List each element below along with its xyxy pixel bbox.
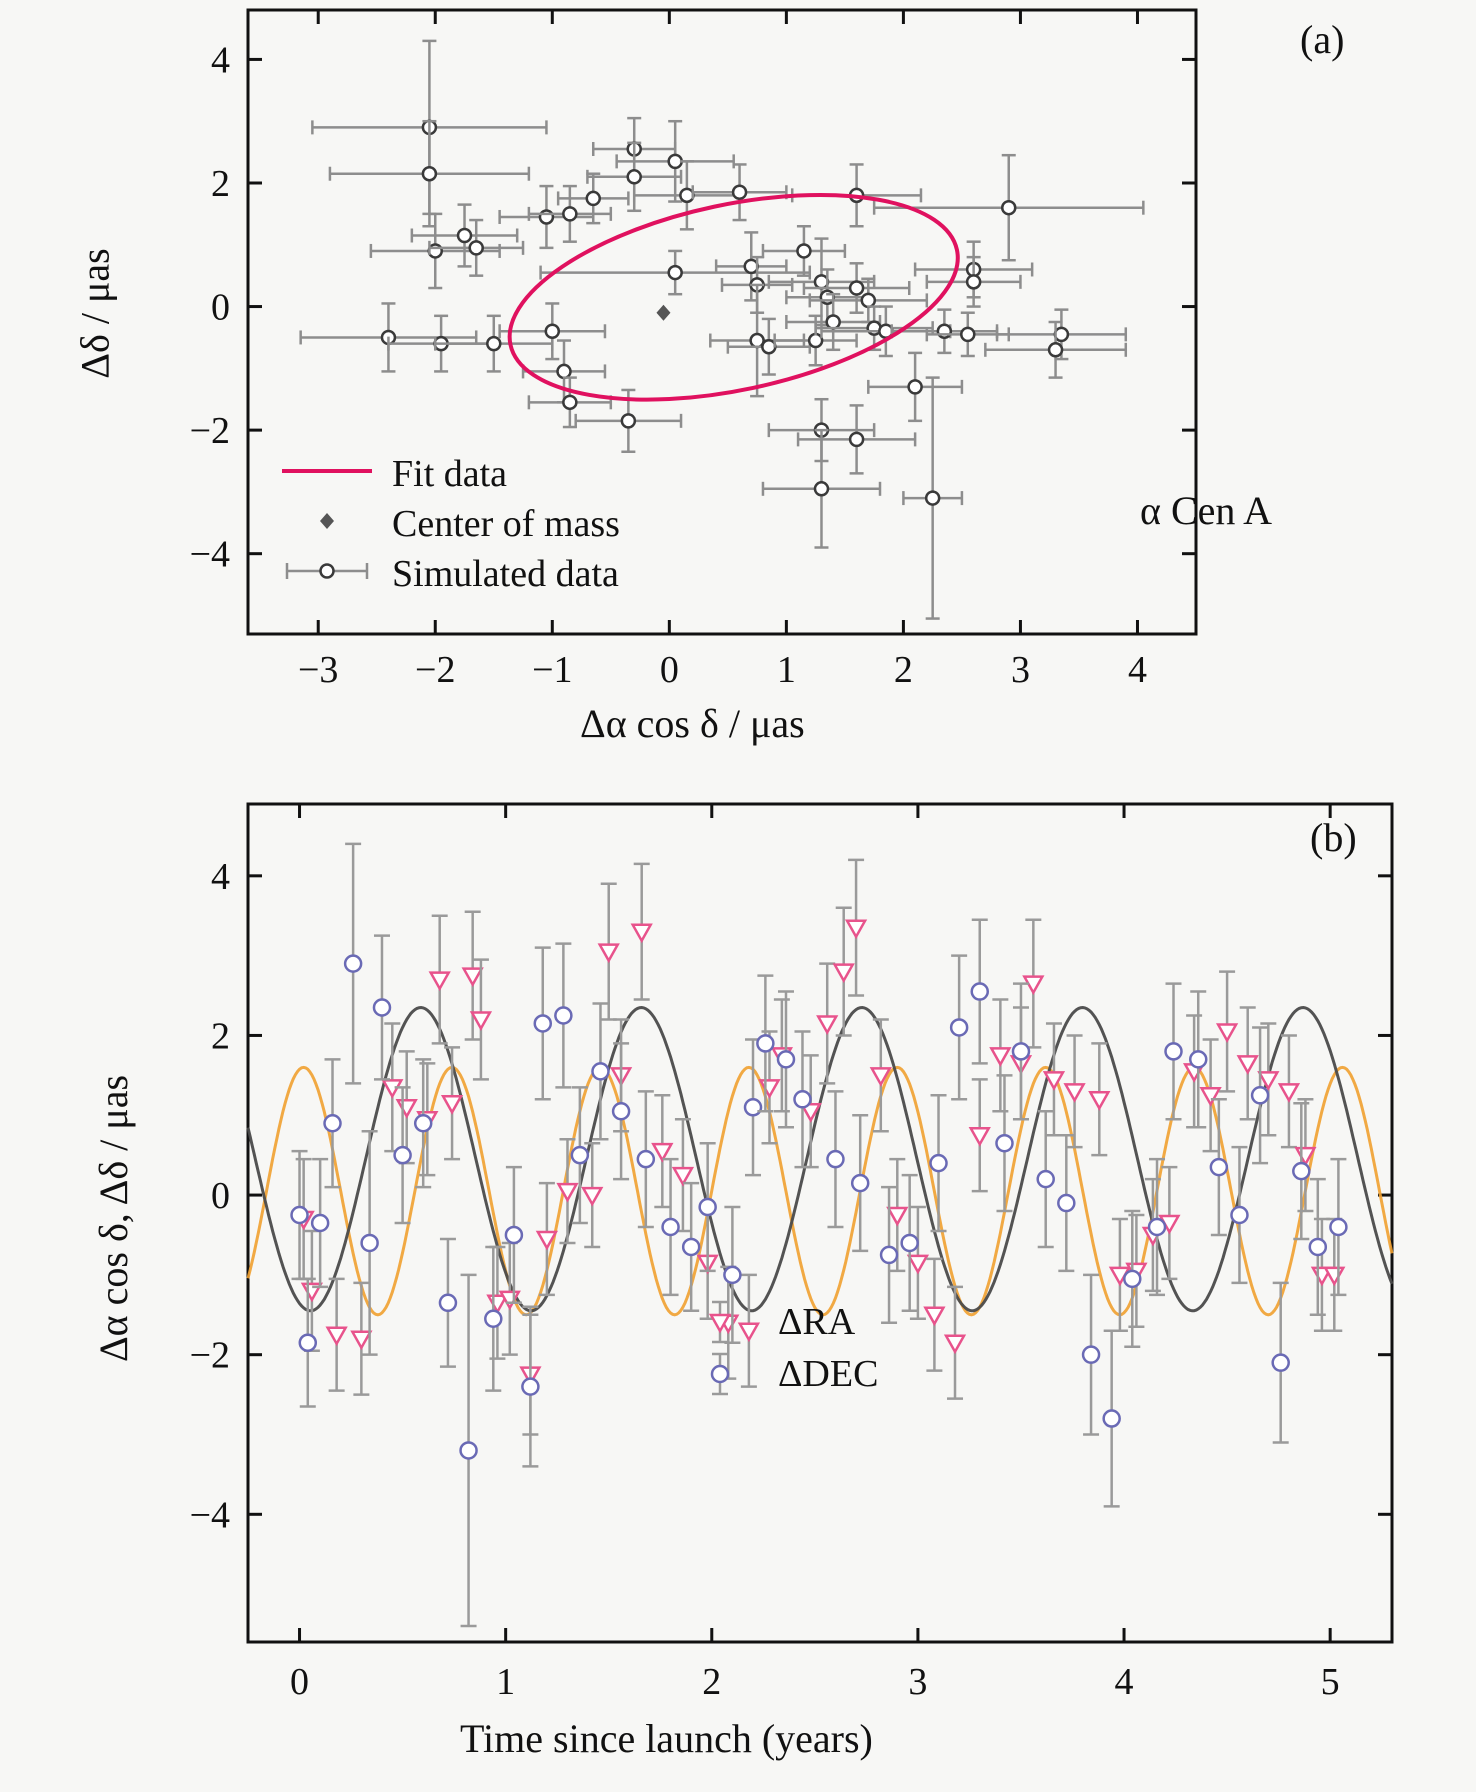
svg-text:0: 0 xyxy=(211,1175,230,1218)
svg-text:−1: −1 xyxy=(532,649,573,691)
svg-text:4: 4 xyxy=(211,39,230,82)
panel-b-tag: (b) xyxy=(1310,815,1357,860)
panel-a-xlabel: Δα cos δ / μas xyxy=(580,701,805,746)
legend-b-item-1-label: ΔDEC xyxy=(778,1353,879,1395)
svg-text:4: 4 xyxy=(1127,649,1147,691)
legend-b-item-0-label: ΔRA xyxy=(778,1301,856,1343)
panel-a-legend xyxy=(282,471,372,579)
legend-a-item-2-label: Simulated data xyxy=(392,553,619,595)
panel-a-ylabel: Δδ / μas xyxy=(72,248,118,379)
legend-a-item-0-label: Fit data xyxy=(392,453,508,495)
svg-text:4: 4 xyxy=(1114,1661,1134,1703)
svg-text:4: 4 xyxy=(211,855,230,898)
svg-text:3: 3 xyxy=(1010,649,1030,691)
svg-text:−4: −4 xyxy=(189,1494,230,1537)
svg-text:2: 2 xyxy=(211,162,230,205)
panel-a xyxy=(0,0,1476,790)
panel-b-ylabel: Δα cos δ, Δδ / μas xyxy=(91,1074,137,1363)
svg-text:2: 2 xyxy=(702,1661,722,1703)
svg-text:3: 3 xyxy=(908,1661,928,1703)
svg-text:−3: −3 xyxy=(298,649,339,691)
svg-text:−2: −2 xyxy=(189,410,230,453)
svg-text:2: 2 xyxy=(893,649,913,691)
panel-b-legend xyxy=(711,1302,729,1394)
svg-text:−4: −4 xyxy=(189,533,230,576)
panel-b xyxy=(0,790,1476,1792)
center-of-mass-marker xyxy=(656,305,670,321)
panel-b-plot xyxy=(0,790,1476,1792)
svg-text:5: 5 xyxy=(1320,1661,1340,1703)
panel-a-annotation: α Cen A xyxy=(1140,488,1273,533)
panel-b-xlabel: Time since launch (years) xyxy=(460,1716,873,1761)
svg-text:2: 2 xyxy=(211,1015,230,1058)
svg-text:−2: −2 xyxy=(189,1334,230,1377)
svg-text:0: 0 xyxy=(211,286,230,329)
series-0 xyxy=(295,860,1344,1435)
panel-b-frame xyxy=(248,804,1392,1642)
svg-text:1: 1 xyxy=(776,649,796,691)
panel-a-tag: (a) xyxy=(1300,17,1345,62)
svg-text:0: 0 xyxy=(290,1661,310,1703)
svg-text:1: 1 xyxy=(496,1661,516,1703)
panel-a-plot xyxy=(0,0,1476,790)
series-1 xyxy=(292,844,1347,1626)
svg-text:−2: −2 xyxy=(415,649,456,691)
svg-text:0: 0 xyxy=(659,649,679,691)
legend-a-item-1-label: Center of mass xyxy=(392,503,620,545)
